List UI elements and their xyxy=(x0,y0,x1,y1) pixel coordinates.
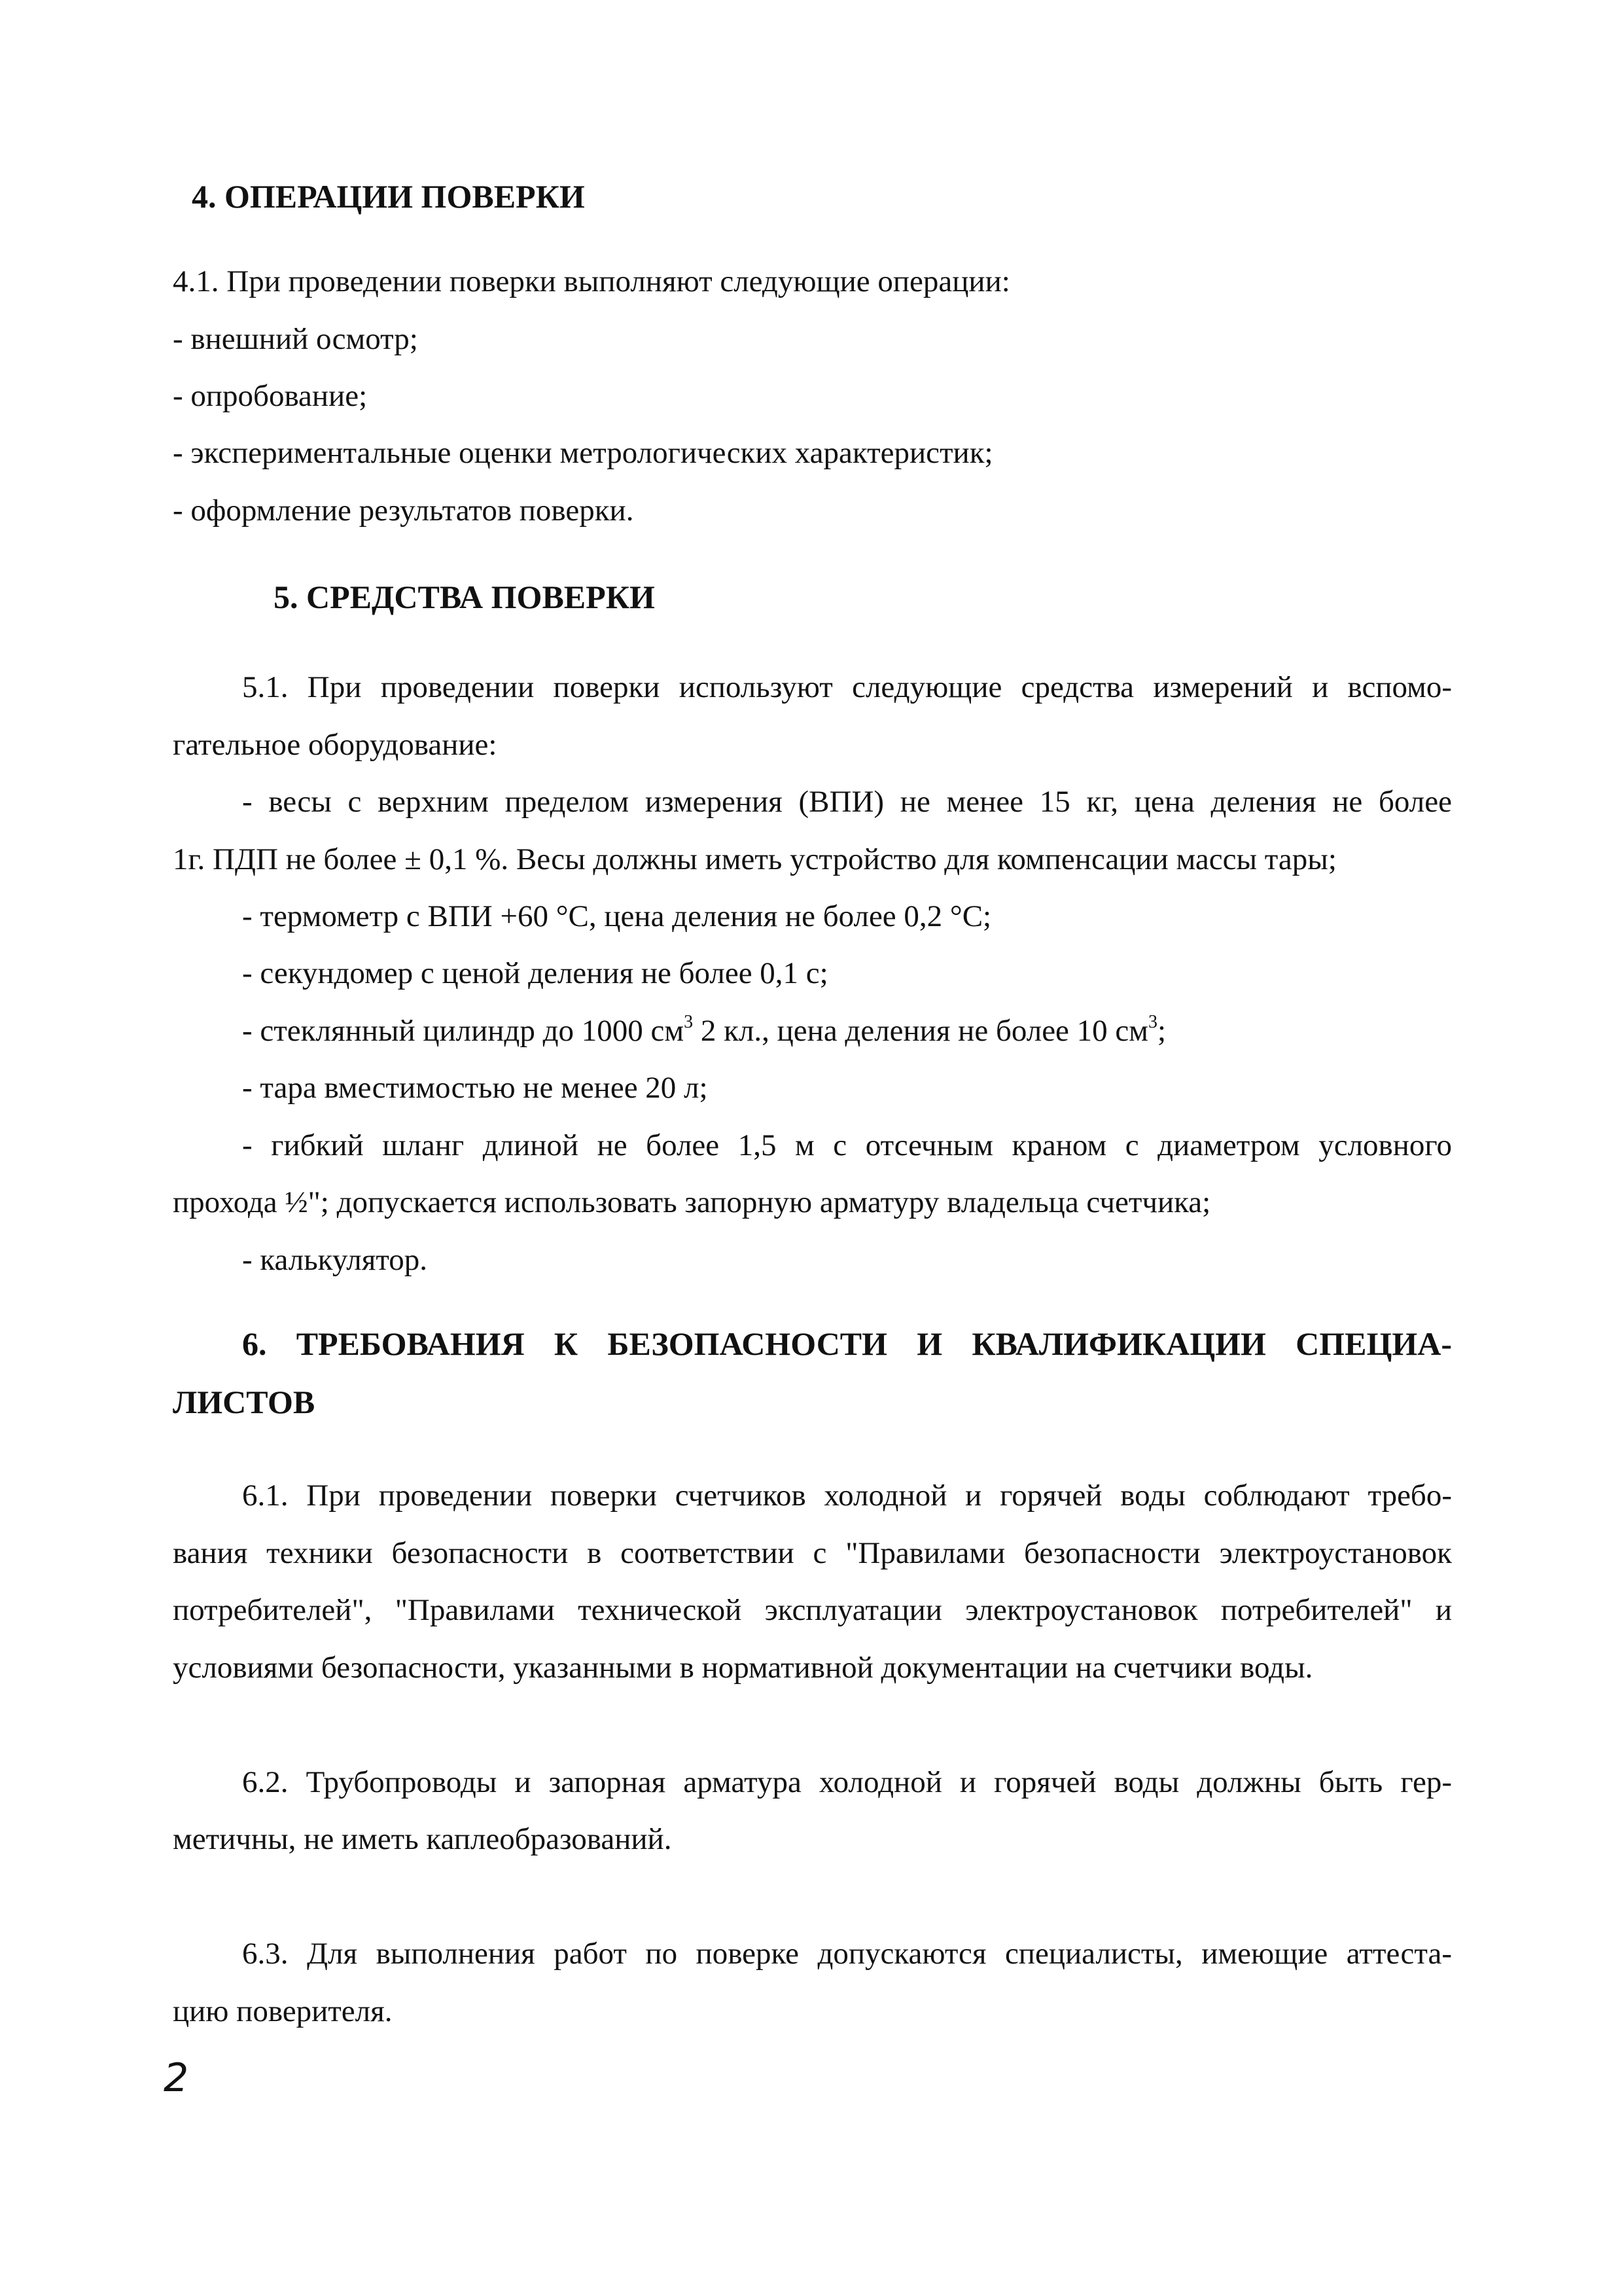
superscript: 3 xyxy=(684,1012,694,1032)
section-6-2-line-1: 6.2. Трубопроводы и запорная арматура холодной и горячей воды должны быть гер- xyxy=(242,1765,1452,1799)
cylinder-text-c: ; xyxy=(1157,1014,1167,1048)
section-6-3-line-1: 6.3. Для выполнения работ по поверке допускаются специалисты, имеющие аттеста- xyxy=(242,1937,1452,1971)
section-5-1-line-2: гательное оборудование: xyxy=(173,728,497,762)
section-6-heading-line-2: ЛИСТОВ xyxy=(173,1384,315,1420)
cylinder-text-a: - стеклянный цилиндр до 1000 см xyxy=(242,1014,684,1048)
section-6-1-line-2: вания техники безопасности в соответствии с "Правилами безопасности электроустановок xyxy=(173,1536,1452,1570)
scales-line-2: 1г. ПДП не более ± 0,1 %. Весы должны иметь устройство для компенсации массы тары; xyxy=(173,842,1337,876)
calculator-item: - калькулятор. xyxy=(242,1243,428,1277)
page-number: 2 xyxy=(164,2055,189,2101)
section-6-heading-line-1: 6. ТРЕБОВАНИЯ К БЕЗОПАСНОСТИ И КВАЛИФИКАЦИИ СПЕЦИА- xyxy=(242,1325,1452,1362)
section-5-1-line-1: 5.1. При проведении поверки используют следующие средства измерений и вспомо- xyxy=(242,670,1452,704)
list-item: - опробование; xyxy=(173,379,368,413)
section-6-1-line-3: потребителей", "Правилами технической эксплуатации электроустановок потребителей" и xyxy=(173,1593,1452,1627)
hose-line-2: прохода ½"; допускается использовать запорную арматуру владельца счетчика; xyxy=(173,1185,1211,1219)
section-6-3-line-2: цию поверителя. xyxy=(173,1994,393,2028)
section-6-2-line-2: метичны, не иметь каплеобразований. xyxy=(173,1822,672,1856)
hose-line-1: - гибкий шланг длиной не более 1,5 м с отсечным краном с диаметром условного xyxy=(242,1128,1452,1162)
list-item: - экспериментальные оценки метрологических характеристик; xyxy=(173,436,993,470)
cylinder-text-b: 2 кл., цена деления не более 10 см xyxy=(693,1014,1149,1048)
section-6-1-line-1: 6.1. При проведении поверки счетчиков холодной и горячей воды соблюдают требо- xyxy=(242,1479,1452,1513)
cylinder-item xyxy=(242,1011,1166,1050)
section-6-1-line-4: условиями безопасности, указанными в нормативной документации на счетчики воды. xyxy=(173,1651,1313,1685)
section-5-heading: 5. СРЕДСТВА ПОВЕРКИ xyxy=(274,579,655,615)
stopwatch-item: - секундомер с ценой деления не более 0,1 с; xyxy=(242,956,828,990)
scales-line-1: - весы с верхним пределом измерения (ВПИ) не менее 15 кг, цена деления не более xyxy=(242,785,1452,819)
list-item: - оформление результатов поверки. xyxy=(173,493,634,528)
section-4-heading: 4. ОПЕРАЦИИ ПОВЕРКИ xyxy=(192,178,585,215)
superscript: 3 xyxy=(1148,1012,1158,1032)
list-item: - внешний осмотр; xyxy=(173,322,418,356)
container-item: - тара вместимостью не менее 20 л; xyxy=(242,1071,708,1105)
thermometer-item: - термометр с ВПИ +60 °С, цена деления не более 0,2 °С; xyxy=(242,899,992,933)
section-4-1-paragraph: 4.1. При проведении поверки выполняют следующие операции: xyxy=(173,264,1010,298)
